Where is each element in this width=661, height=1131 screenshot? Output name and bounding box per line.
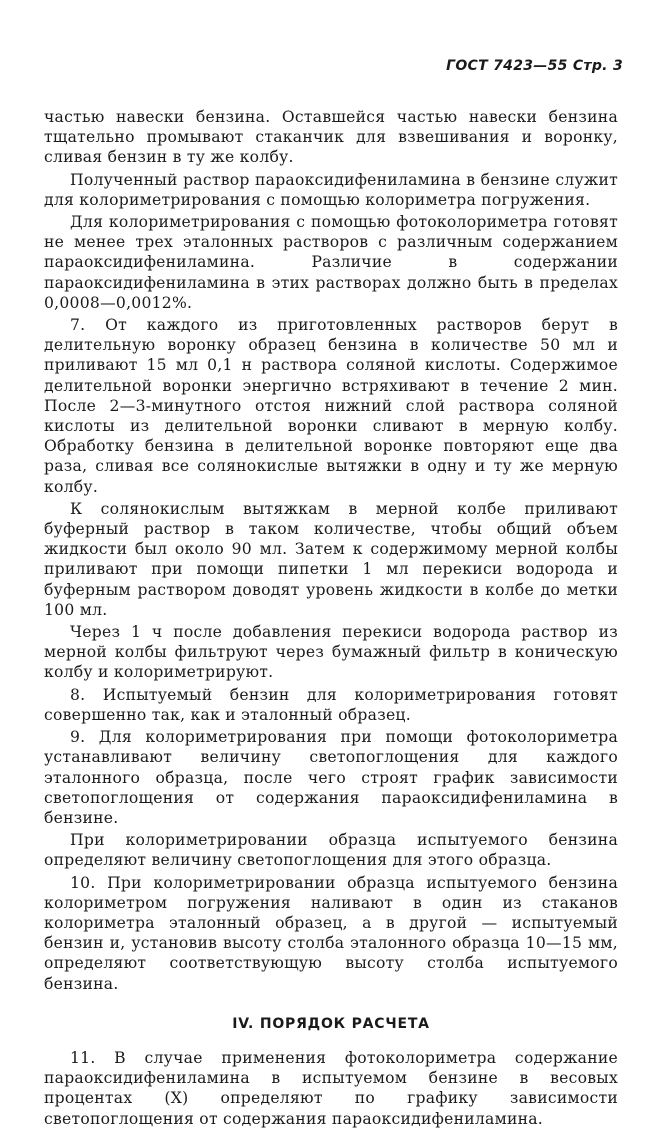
paragraph-item-11: 11. В случае применения фотоколориметра содержание параоксидифениламина в испытуемом бензине в весовых процентах (X) определяют по графику зависимости светопоглощения от содержания параоксидифениламина.: [44, 1048, 618, 1128]
document-body: [44, 107, 618, 1131]
paragraph: При колориметрировании образца испытуемого бензина определяют величину светопоглощения для этого образца.: [44, 831, 618, 870]
paragraph-continuation: частью навески бензина. Оставшейся частью навески бензина тщательно промывают стаканчик для взвешивания и воронку, сливая бензин в ту же колбу.: [44, 108, 618, 167]
section-title: IV. ПОРЯДОК РАСЧЕТА: [232, 1015, 430, 1032]
paragraph-item-8: 8. Испытуемый бензин для колориметрирования готовят совершенно так, как и эталонный образец.: [44, 685, 618, 724]
paragraph-item-9: 9. Для колориметрирования при помощи фотоколориметра устанавливают величину светопоглощения для каждого эталонного образца, после чего строят график зависимости светопоглощения от содержания параоксидифениламина в бензине.: [44, 728, 618, 827]
paragraph-item-7: 7. От каждого из приготовленных растворов берут в делительную воронку образец бензина в количестве 50 мл и приливают 15 мл 0,1 н раствора соляной кислоты. Содержимое делительной воронки энергично встряхивают в течение 2 мин. После 2—3-минутного отстоя нижний слой раствора соляной кислоты из делительной воронки сливают в мерную колбу. Обработку бензина в делительной воронке повторяют еще два раза, сливая все солянокислые вытяжки в одну и ту же мерную колбу.: [44, 316, 618, 496]
paragraph: К солянокислым вытяжкам в мерной колбе приливают буферный раствор в таком количестве, чтобы общий объем жидкости был около 90 мл. Затем к содержимому мерной колбы приливают при помощи пипетки 1 мл перекиси водорода и буферным раствором доводят уровень жидкости в колбе до метки 100 мл.: [44, 499, 618, 619]
paragraph: Через 1 ч после добавления перекиси водорода раствор из мерной колбы фильтруют через бумажный фильтр в коническую колбу и колориметрируют.: [44, 623, 618, 682]
paragraph-item-10: 10. При колориметрировании образца испытуемого бензина колориметром погружения наливают в один из стаканов колориметра эталонный образец, а в другой — испытуемый бензин и, установив высоту столба эталонного образца 10—15 мм, определяют соответствующую высоту столба испытуемого бензина.: [44, 873, 618, 993]
paragraph: Полученный раствор параоксидифениламина в бензине служит для колориметрирования с помощью колориметра погружения.: [44, 170, 618, 209]
page-header: ГОСТ 7423—55 Стр. 3: [446, 58, 623, 74]
paragraph: Для колориметрирования с помощью фотоколориметра готовят не менее трех эталонных растворов с различным содержанием параоксидифениламина. Различие в содержании параоксидифениламина в этих растворах должно быть в пределах 0,0008—0,0012%.: [44, 213, 618, 312]
